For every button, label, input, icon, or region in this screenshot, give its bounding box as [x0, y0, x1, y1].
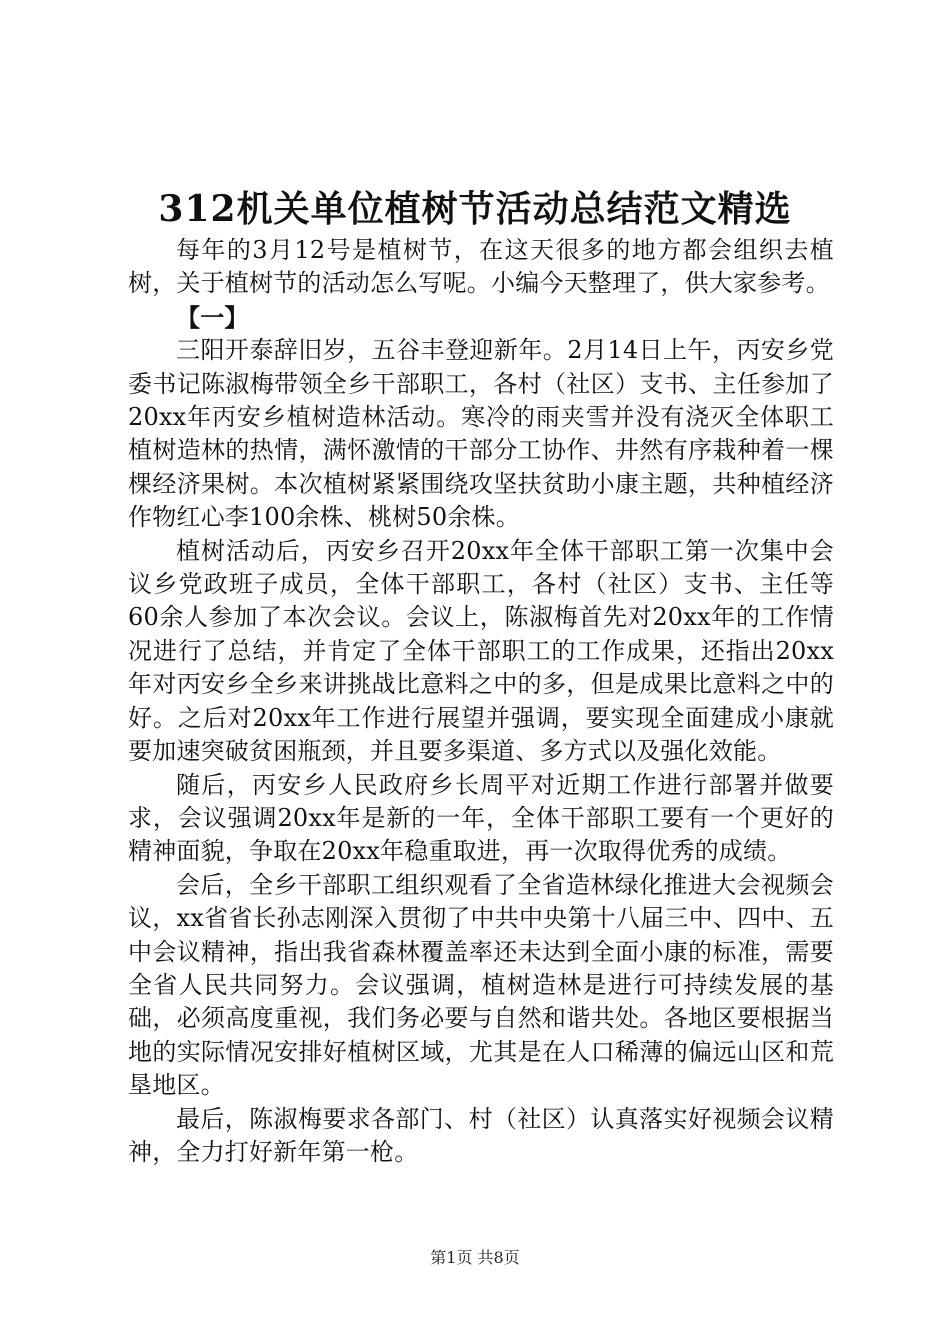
body-paragraph: 植树活动后，丙安乡召开20xx年全体干部职工第一次集中会议乡党政班子成员，全体干部职工，各村（社区）支书、主任等60余人参加了本次会议。会议上，陈淑梅首先对20xx年的工作情况进行了总结，并肯定了全体干部职工的工作成果，还指出20xx年对丙安乡全乡来讲挑战比意料之中的多，但是成果比意料之中的好。之后对20xx年工作进行展望并强调，要实现全面建成小康就要加速突破贫困瓶颈，并且要多渠道、多方式以及强化效能。	[128, 536, 834, 766]
page-number-footer: 第1页 共8页	[430, 1248, 520, 1267]
body-paragraph: 最后，陈淑梅要求各部门、村（社区）认真落实好视频会议精神，全力打好新年第一枪。	[128, 1104, 834, 1166]
document-body	[128, 234, 834, 1169]
intro-paragraph: 每年的3月12号是植树节，在这天很多的地方都会组织去植树，关于植树节的活动怎么写呢。小编今天整理了，供大家参考。	[128, 236, 834, 298]
section-heading: 【一】	[176, 302, 249, 332]
body-paragraph: 会后，全乡干部职工组织观看了全省造林绿化推进大会视频会议，xx省省长孙志刚深入贯彻了中共中央第十八届三中、四中、五中会议精神，指出我省森林覆盖率还未达到全面小康的标准，需要全省人民共同努力。会议强调，植树造林是进行可持续发展的基础，必须高度重视，我们务必要与自然和谐共处。各地区要根据当地的实际情况安排好植树区域，尤其是在人口稀薄的偏远山区和荒垦地区。	[128, 870, 834, 1100]
body-paragraph: 三阳开泰辞旧岁，五谷丰登迎新年。2月14日上午，丙安乡党委书记陈淑梅带领全乡干部职工，各村（社区）支书、主任参加了20xx年丙安乡植树造林活动。寒冷的雨夹雪并没有浇灭全体职工植树造林的热情，满怀激情的干部分工协作、井然有序栽种着一棵棵经济果树。本次植树紧紧围绕攻坚扶贫助小康主题，共种植经济作物红心李100余株、桃树50余株。	[128, 336, 834, 532]
body-paragraph: 随后，丙安乡人民政府乡长周平对近期工作进行部署并做要求，会议强调20xx年是新的一年，全体干部职工要有一个更好的精神面貌，争取在20xx年稳重取进，再一次取得优秀的成绩。	[128, 770, 834, 866]
document-title: 312机关单位植树节活动总结范文精选	[158, 188, 792, 230]
